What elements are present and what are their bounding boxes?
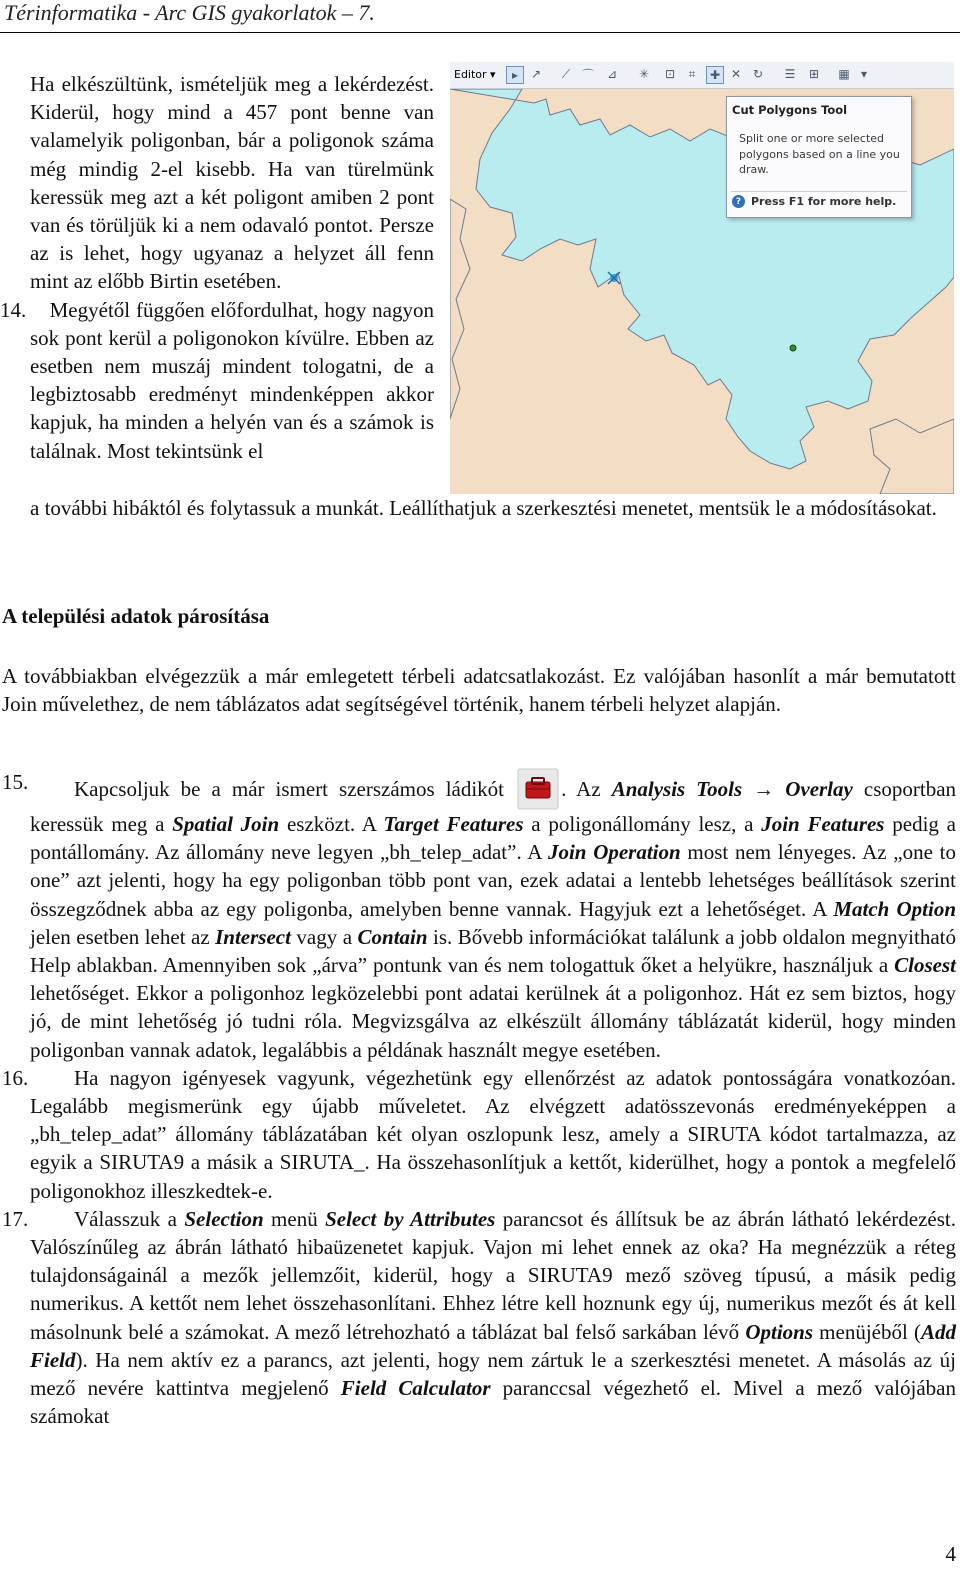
item-text-k: lehetőséget. Ekkor a poligonhoz legközelebbi pont adatai kerülnek át a poligonhoz. Hát ez sem biztos, hogy jó, de mint lehetőség jó tudni róla. Megvizsgálva az elkészült állomány táblázatát kiderül, hogy minden poligonban vannak adatok, legalábbis a példának használt megye esetében. <box>30 981 956 1062</box>
list-item-17 <box>2 1205 957 1431</box>
item-text-j: is. Bővebb információkat találunk a jobb oldalon megnyitható Help ablakban. Amennyiben sok „árva” pontunk van és nem tologattuk őket a helyükre, használjuk a <box>30 924 956 978</box>
item-text-b: . Az <box>561 777 612 801</box>
list-item-15 <box>2 768 957 1064</box>
create-features-icon[interactable]: ▦ <box>838 67 850 81</box>
arrow-icon: → <box>753 777 775 801</box>
item-text-c: parancsot és állítsuk be az ábrán látható lekérdezést. Valószínűleg az ábrán látható hibaüzenetet kapjuk. Vajon mi lehet ennek az oka? Ha megnézzük a réteg tulajdonságainál a mezők jellemzőit, kiderül, hogy a SIRUTA9 mező szöveg típusú, a másik pedig numerikus. A kettőt nem lehet összehasonlítani. Ehhez létre kell hoznunk egy új, numerikus mezőt és át kell másolnunk belé a számokat. A mező létrehozható a táblázat bal felső sarkában lévő <box>30 1206 956 1344</box>
spatial-join-label: Spatial Join <box>172 812 280 836</box>
numbered-list <box>2 768 957 1430</box>
rotate-icon[interactable]: ↻ <box>752 67 764 81</box>
trace-icon[interactable]: ⊿ <box>606 67 618 81</box>
item-text-e: a poligonállomány lesz, a <box>523 812 762 836</box>
join-operation-label: Join Operation <box>547 840 681 865</box>
split-icon[interactable]: ✕ <box>730 67 742 81</box>
match-option-label: Match Option <box>833 896 956 921</box>
selection-label: Selection <box>184 1206 264 1231</box>
item-text-b: menü <box>263 1206 326 1231</box>
intro-paragraph: Ha elkészültünk, ismételjük meg a lekérdezést. Kiderül, hogy mind a 457 pont benne van valamelyik poligonban, bár a poligonok száma még mindig 2-el kisebb. Ha van türelmünk keressük meg azt a két poligont amiben 2 pont van és törüljük ki a nem odavaló pontot. Persze az is lehet, hogy ugyanaz a helyzet áll fenn mint az előbb Birtin esetében. <box>30 72 434 294</box>
item-number: 17. <box>2 1206 29 1231</box>
cut-polygons-icon[interactable]: ✚ <box>706 66 724 84</box>
overlay-label: Overlay <box>785 777 853 801</box>
help-icon: ? <box>732 195 745 208</box>
item-text-g: most nem lényeges. Az „one to one” azt jelenti, hogy ha egy poligonban több pont van, ezek adatai a lentebb lehetséges beállítások szerint összegződnek abba az egy poligonba, amelyben benne vannak. Hagyjuk ezt a lehetőséget. A <box>30 840 956 921</box>
section-paragraph: A továbbiakban elvégezzük a már emlegetett térbeli adatcsatlakozást. Ez valójában hasonlít a már bemutatott Join művelethez, de nem táblázatos adat segítségével történik, hanem térbeli helyzet alapján. <box>2 664 956 717</box>
join-features-label: Join Features <box>761 812 885 836</box>
cut-polygons-tooltip <box>726 96 912 218</box>
sketch-properties-icon[interactable]: ⊞ <box>808 67 820 81</box>
attributes-icon[interactable]: ☰ <box>784 67 796 81</box>
edit-vertices-icon[interactable]: ⊡ <box>664 67 676 81</box>
item-text-f: pedig a pontállomány. Az állomány neve legyen „bh_telep_adat”. A <box>30 812 956 865</box>
item-number: 15. <box>2 770 29 794</box>
tooltip-help-text: Press F1 for more help. <box>751 195 897 208</box>
analysis-tools-label: Analysis Tools <box>611 777 743 801</box>
section-heading: A települési adatok párosítása <box>2 604 270 628</box>
select-by-attributes-label: Select by Attributes <box>325 1206 496 1231</box>
tooltip-separator <box>731 191 907 192</box>
add-field-label: Add Field <box>30 1319 957 1372</box>
edit-annotation-icon[interactable]: ↗ <box>530 67 542 81</box>
reshape-icon[interactable]: ⌗ <box>688 66 696 81</box>
editor-toolbar <box>450 62 954 89</box>
item-text-e: ). Ha nem aktív ez a parancs, azt jelenti, hogy nem zártuk le a szerkesztési menetet. A másolás az új mező nevére kattintva megjelenő <box>30 1347 956 1401</box>
item-text: Válasszuk a <box>74 1206 185 1231</box>
item-text: Ha nagyon igényesek vagyunk, végezhetünk egy ellenőrzést az adatok pontosságára vonatkozóan. Legalább megismerünk egy újabb műveletet. Az elvégzett adatösszevonás eredményeképpen a „bh_telep_adat” állomány táblázatában két olyan oszlopunk lesz, amely a SIRUTA kódot tartalmazza, az egyik a SIRUTA9 a másik a SIRUTA_. Ha összehasonlítjuk a kettőt, kiderülhet, hogy a pontok a megfelelő poligonokhoz illeszkedtek-e. <box>30 1065 956 1203</box>
tooltip-help <box>732 195 896 208</box>
tooltip-title: Cut Polygons Tool <box>732 103 848 117</box>
item-text: Kapcsoljuk be a már ismert szerszámos ládikót <box>74 777 505 801</box>
straight-segment-icon[interactable]: ⟋ <box>561 66 571 81</box>
item-text-i: vagy a <box>290 924 358 949</box>
arcgis-screenshot <box>450 62 954 494</box>
item-text-h: jelen esetben lehet az <box>30 924 216 949</box>
editor-menu[interactable]: Editor ▾ <box>454 68 496 81</box>
page-number: 4 <box>945 1542 956 1566</box>
item-text: Megyétől függően előfordulhat, hogy nagyon sok pont kerül a poligonokon kívülre. Ebben az esetben nem muszáj mindent tologatni, de a legbiztosabb eredményt mindenképpen akkor kapjuk, ha minden a helyén van és a számok is találnak. Most tekintsünk el <box>30 297 434 463</box>
endpoint-arc-icon[interactable]: ⌒ <box>581 67 594 82</box>
item-text-d: menüjéből ( <box>813 1319 921 1344</box>
point-icon[interactable]: ✳ <box>638 67 650 81</box>
continuation-text: a további hibáktól és folytassuk a munkát. Leállíthatjuk a szerkesztési menetet, mentsük le a módosításokat. <box>30 496 937 520</box>
item-number: 16. <box>2 1065 29 1090</box>
toolbar-options-icon[interactable]: ▾ <box>860 67 868 81</box>
list-item-16 <box>2 1064 956 1205</box>
item-text-f: paranccsal végezhető el. Mivel a mező valójában számokat <box>30 1376 956 1429</box>
intersect-label: Intersect <box>215 924 291 949</box>
options-label: Options <box>745 1319 813 1344</box>
target-features-label: Target Features <box>383 812 524 836</box>
item-number: 14. <box>0 297 27 322</box>
field-calculator-label: Field Calculator <box>340 1376 491 1401</box>
contain-label: Contain <box>357 924 428 949</box>
edit-tool-icon[interactable]: ▸ <box>506 66 524 84</box>
list-item-14 <box>0 296 434 465</box>
intro-column <box>0 70 434 465</box>
page-header: Térinformatika - Arc GIS gyakorlatok – 7. <box>4 0 375 25</box>
item-text-c: csoportban keressük meg a <box>30 777 957 836</box>
header-rule <box>0 32 960 33</box>
item-text-d: eszközt. A <box>279 812 384 836</box>
closest-label: Closest <box>894 953 956 978</box>
toolbox-icon <box>517 768 559 810</box>
tooltip-body: Split one or more selected polygons based on a line you draw. <box>739 132 900 176</box>
point-marker <box>790 345 796 351</box>
